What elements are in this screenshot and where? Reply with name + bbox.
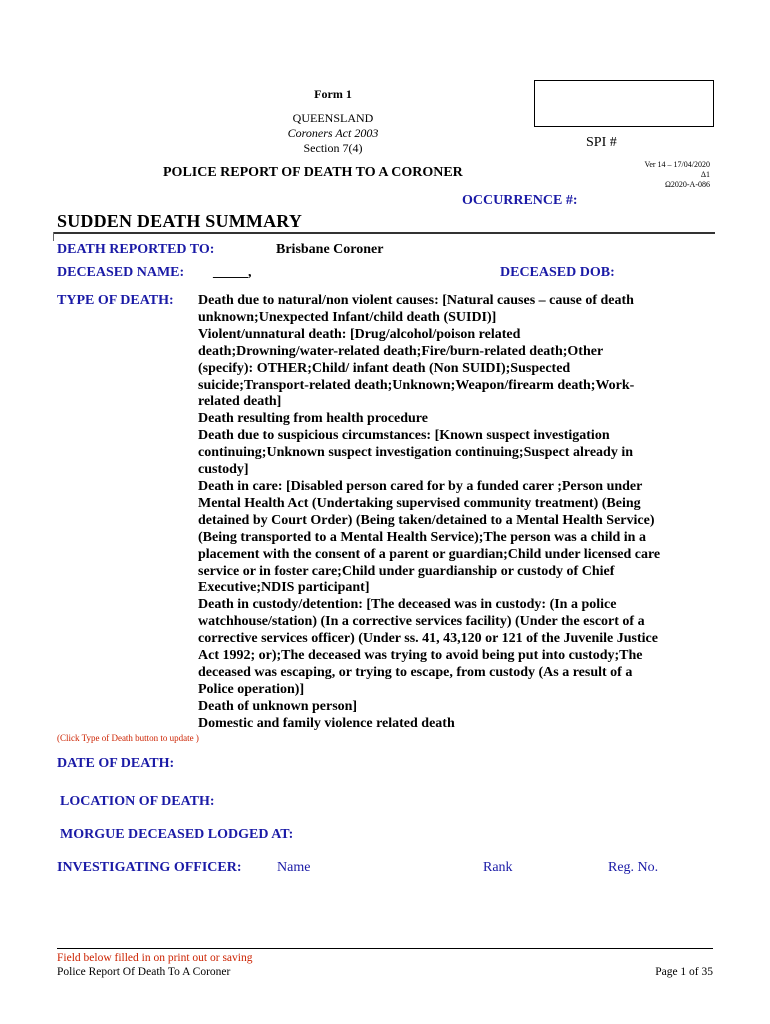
section-title: SUDDEN DEATH SUMMARY	[57, 211, 303, 231]
type-of-death-line: Violent/unnatural death: [Drug/alcohol/poison related	[198, 326, 521, 342]
date-of-death-label: DATE OF DEATH:	[57, 756, 175, 771]
location-of-death-label: LOCATION OF DEATH:	[60, 794, 215, 809]
type-of-death-line: detained by Court Order) (Being taken/detained to a Mental Health Service)	[198, 512, 655, 528]
type-of-death-line: watchhouse/station) (In a corrective services facility) (Under the escort of a	[198, 614, 645, 630]
type-of-death-line: continuing;Unknown suspect investigation continuing;Suspect already in	[198, 445, 633, 461]
occurrence-label: OCCURRENCE #:	[462, 193, 578, 208]
type-of-death-line: Death of unknown person]	[198, 698, 358, 714]
page-number: Page 1 of 35	[655, 966, 713, 978]
officer-rank-label: Rank	[483, 860, 513, 875]
state-name: QUEENSLAND	[292, 111, 374, 125]
type-of-death-line: unknown;Unexpected Infant/child death (SUIDI)]	[198, 309, 497, 325]
type-of-death-text[interactable]	[198, 293, 718, 733]
type-of-death-line: Death resulting from health procedure	[198, 411, 428, 427]
type-of-death-line: related death]	[198, 394, 282, 410]
reported-to-value: Brisbane Coroner	[276, 242, 384, 257]
type-of-death-line: corrective services officer) (Under ss. 41, 43,120 or 121 of the Juvenile Justice	[198, 631, 658, 647]
type-of-death-line: custody]	[198, 462, 249, 478]
delta-text: Δ1	[700, 170, 710, 179]
type-of-death-hint: (Click Type of Death button to update )	[57, 733, 199, 743]
report-title: POLICE REPORT OF DEATH TO A CORONER	[163, 165, 463, 180]
type-of-death-line: Death in custody/detention: [The deceased was in custody: (In a police	[198, 597, 617, 613]
type-of-death-line: service or in foster care;Child under guardianship or custody of Chief	[198, 563, 615, 579]
officer-name-label: Name	[277, 860, 311, 875]
deceased-name-label: DECEASED NAME:	[57, 265, 185, 280]
spi-label: SPI #	[586, 135, 617, 150]
version-block	[560, 160, 710, 190]
type-of-death-line: Death due to suspicious circumstances: [Known suspect investigation	[198, 428, 610, 444]
ref-code: Ω2020-A-086	[664, 180, 710, 189]
type-of-death-line: (Being transported to a Mental Health Service);The person was a child in a	[198, 529, 646, 545]
footer-divider	[57, 948, 713, 949]
deceased-name-value[interactable]: _____,	[213, 265, 252, 280]
spi-input-box[interactable]	[534, 80, 714, 127]
type-of-death-line: Act 1992; or);The deceased was trying to avoid being put into custody;The	[198, 648, 643, 664]
type-of-death-line: Domestic and family violence related death	[198, 715, 455, 731]
type-of-death-line: death;Drowning/water-related death;Fire/burn-related death;Other	[198, 343, 604, 359]
reported-to-label: DEATH REPORTED TO:	[57, 242, 215, 257]
act-name: Coroners Act 2003	[287, 126, 379, 140]
type-of-death-line: Death due to natural/non violent causes: [Natural causes – cause of death	[198, 293, 634, 308]
act-section: Section 7(4)	[303, 141, 363, 155]
version-text: Ver 14 – 17/04/2020	[644, 160, 710, 169]
footer-doc-title: Police Report Of Death To A Coroner	[57, 966, 231, 978]
type-of-death-line: deceased was escaping, or trying to escape, from custody (As a result of a	[198, 664, 633, 680]
type-of-death-line: Death in care: [Disabled person cared for by a funded carer ;Person under	[198, 478, 643, 494]
morgue-label: MORGUE DECEASED LODGED AT:	[60, 827, 294, 842]
type-of-death-label: TYPE OF DEATH:	[57, 293, 174, 308]
form-number: Form 1	[314, 87, 352, 101]
footer-notice: Field below filled in on print out or saving	[57, 952, 253, 964]
deceased-dob-label: DECEASED DOB:	[500, 265, 615, 280]
type-of-death-line: Mental Health Act (Undertaking supervised community treatment) (Being	[198, 495, 641, 511]
type-of-death-line: placement with the consent of a parent or guardian;Child under licensed care	[198, 546, 661, 562]
type-of-death-line: Executive;NDIS participant]	[198, 580, 370, 596]
section-divider	[53, 232, 715, 234]
investigating-officer-label: INVESTIGATING OFFICER:	[57, 860, 242, 875]
section-divider-tick	[53, 232, 54, 241]
type-of-death-line: Police operation)]	[198, 681, 305, 697]
officer-reg-label: Reg. No.	[608, 860, 659, 875]
type-of-death-line: suicide;Transport-related death;Unknown;Weapon/firearm death;Work-	[198, 377, 635, 393]
type-of-death-line: (specify): OTHER;Child/ infant death (Non SUIDI);Suspected	[198, 360, 571, 376]
